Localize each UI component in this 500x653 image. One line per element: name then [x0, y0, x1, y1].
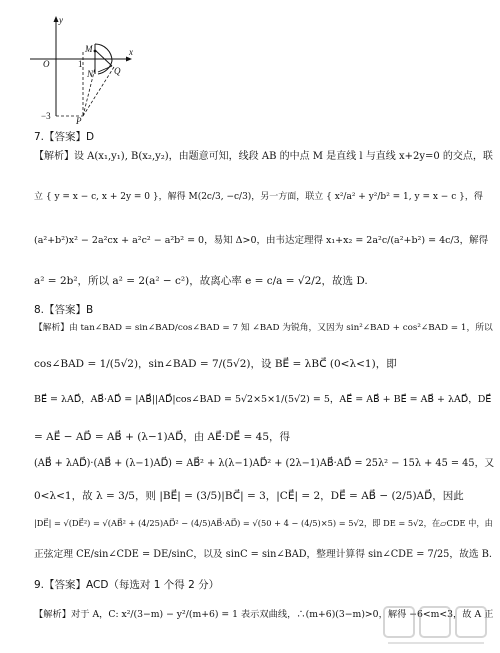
q8-line-3: BE⃗ = λAD⃗，AB⃗·AD⃗ = |AB⃗||AD⃗|cos∠BAD = 5√2×5×1/(5√2) = 5，AE⃗ = AB⃗ + BE⃗ = AB⃗ + λAD⃗，DE⃗ — [34, 394, 492, 405]
point-q-label: Q — [114, 66, 121, 76]
watermark-logo — [380, 601, 492, 649]
q8-line-7: |DE⃗| = √(DE⃗²) = √(AB⃗² + (4/25)AD⃗² − (4/5)AB⃗·AD⃗) = √(50 + 4 − (4/5)×5) = 5√2，即 DE = 5√2，在▱CDE 中，由 — [34, 518, 493, 528]
tick-neg-three-label: −3 — [41, 111, 51, 121]
q8-line-1: 【解析】由 tan∠BAD = sin∠BAD/cos∠BAD = 7 知 ∠BAD 为锐角，又因为 sin²∠BAD + cos²∠BAD = 1，所以 — [34, 323, 493, 333]
q8-line-6: 0<λ<1，故 λ = 3/5，则 |BE⃗| = (3/5)|BC⃗| = 3，|CE⃗| = 2，DE⃗ = AB⃗ − (2/5)AD⃗，因此 — [34, 490, 464, 502]
q7-answer: 7.【答案】D — [34, 131, 95, 143]
q8-line-5: (AB⃗ + λAD⃗)·(AB⃗ + (λ−1)AD⃗) = AB⃗² + λ(λ−1)AD⃗² + (2λ−1)AB⃗·AD⃗ = 25λ² − 15λ + 45 = 45，又 — [34, 458, 495, 469]
q7-line-2: 立 { y = x − c, x + 2y = 0 }，解得 M(2c/3, −c/3)，另一方面，联立 { x²/a² + y²/b² = 1, y = x − c }，得 — [34, 192, 483, 202]
q9-line-1: 【解析】对于 A，C: x²/(3−m) − y²/(m+6) = 1 表示双曲线，∴(m+6)(3−m)>0，解得 −6<m<3，故 A 正 — [34, 609, 494, 620]
point-m — [94, 50, 97, 53]
geometry-diagram — [28, 14, 143, 126]
q8-line-2: cos∠BAD = 1/(5√2)，sin∠BAD = 7/(5√2)，设 BE⃗ = λBC⃗ (0<λ<1)，即 — [34, 358, 397, 370]
x-axis-arrow — [126, 57, 132, 62]
semicircle-arc-lower — [98, 61, 112, 74]
point-n-label: N — [87, 69, 94, 79]
point-p-label: P — [76, 116, 82, 126]
q7-line-4: a² = 2b²，所以 a² = 2(a² − c²)，故离心率 e = c/a = √2/2，故选 D. — [34, 275, 368, 287]
q8-line-4: = AE⃗ − AD⃗ = AB⃗ + (λ−1)AD⃗，由 AE⃗·DE⃗ = 45，得 — [34, 431, 290, 443]
q8-line-8: 正弦定理 CE/sin∠CDE = DE/sinC，以及 sinC = sin∠BAD，整理计算得 sin∠CDE = 7/25，故选 B. — [34, 549, 492, 560]
y-axis-label: y — [59, 15, 63, 25]
point-m-label: M — [85, 44, 93, 54]
q8-answer: 8.【答案】B — [34, 304, 94, 316]
q7-line-1: 【解析】设 A(x₁,y₁), B(x₂,y₂)，由题意可知，线段 AB 的中点 M 是直线 l 与直线 x+2y=0 的交点，联 — [34, 151, 493, 162]
q9-answer: 9.【答案】ACD（每选对 1 个得 2 分） — [34, 579, 220, 591]
q7-line-3: (a²+b²)x² − 2a²cx + a²c² − a²b² = 0，易知 Δ>0，由韦达定理得 x₁+x₂ = 2a²c/(a²+b²) = 4c/3，解得 — [34, 235, 489, 246]
x-axis-label: x — [129, 47, 133, 57]
tick-one-label: 1 — [78, 59, 83, 69]
y-axis-arrow — [54, 16, 59, 22]
origin-label: O — [43, 59, 50, 69]
